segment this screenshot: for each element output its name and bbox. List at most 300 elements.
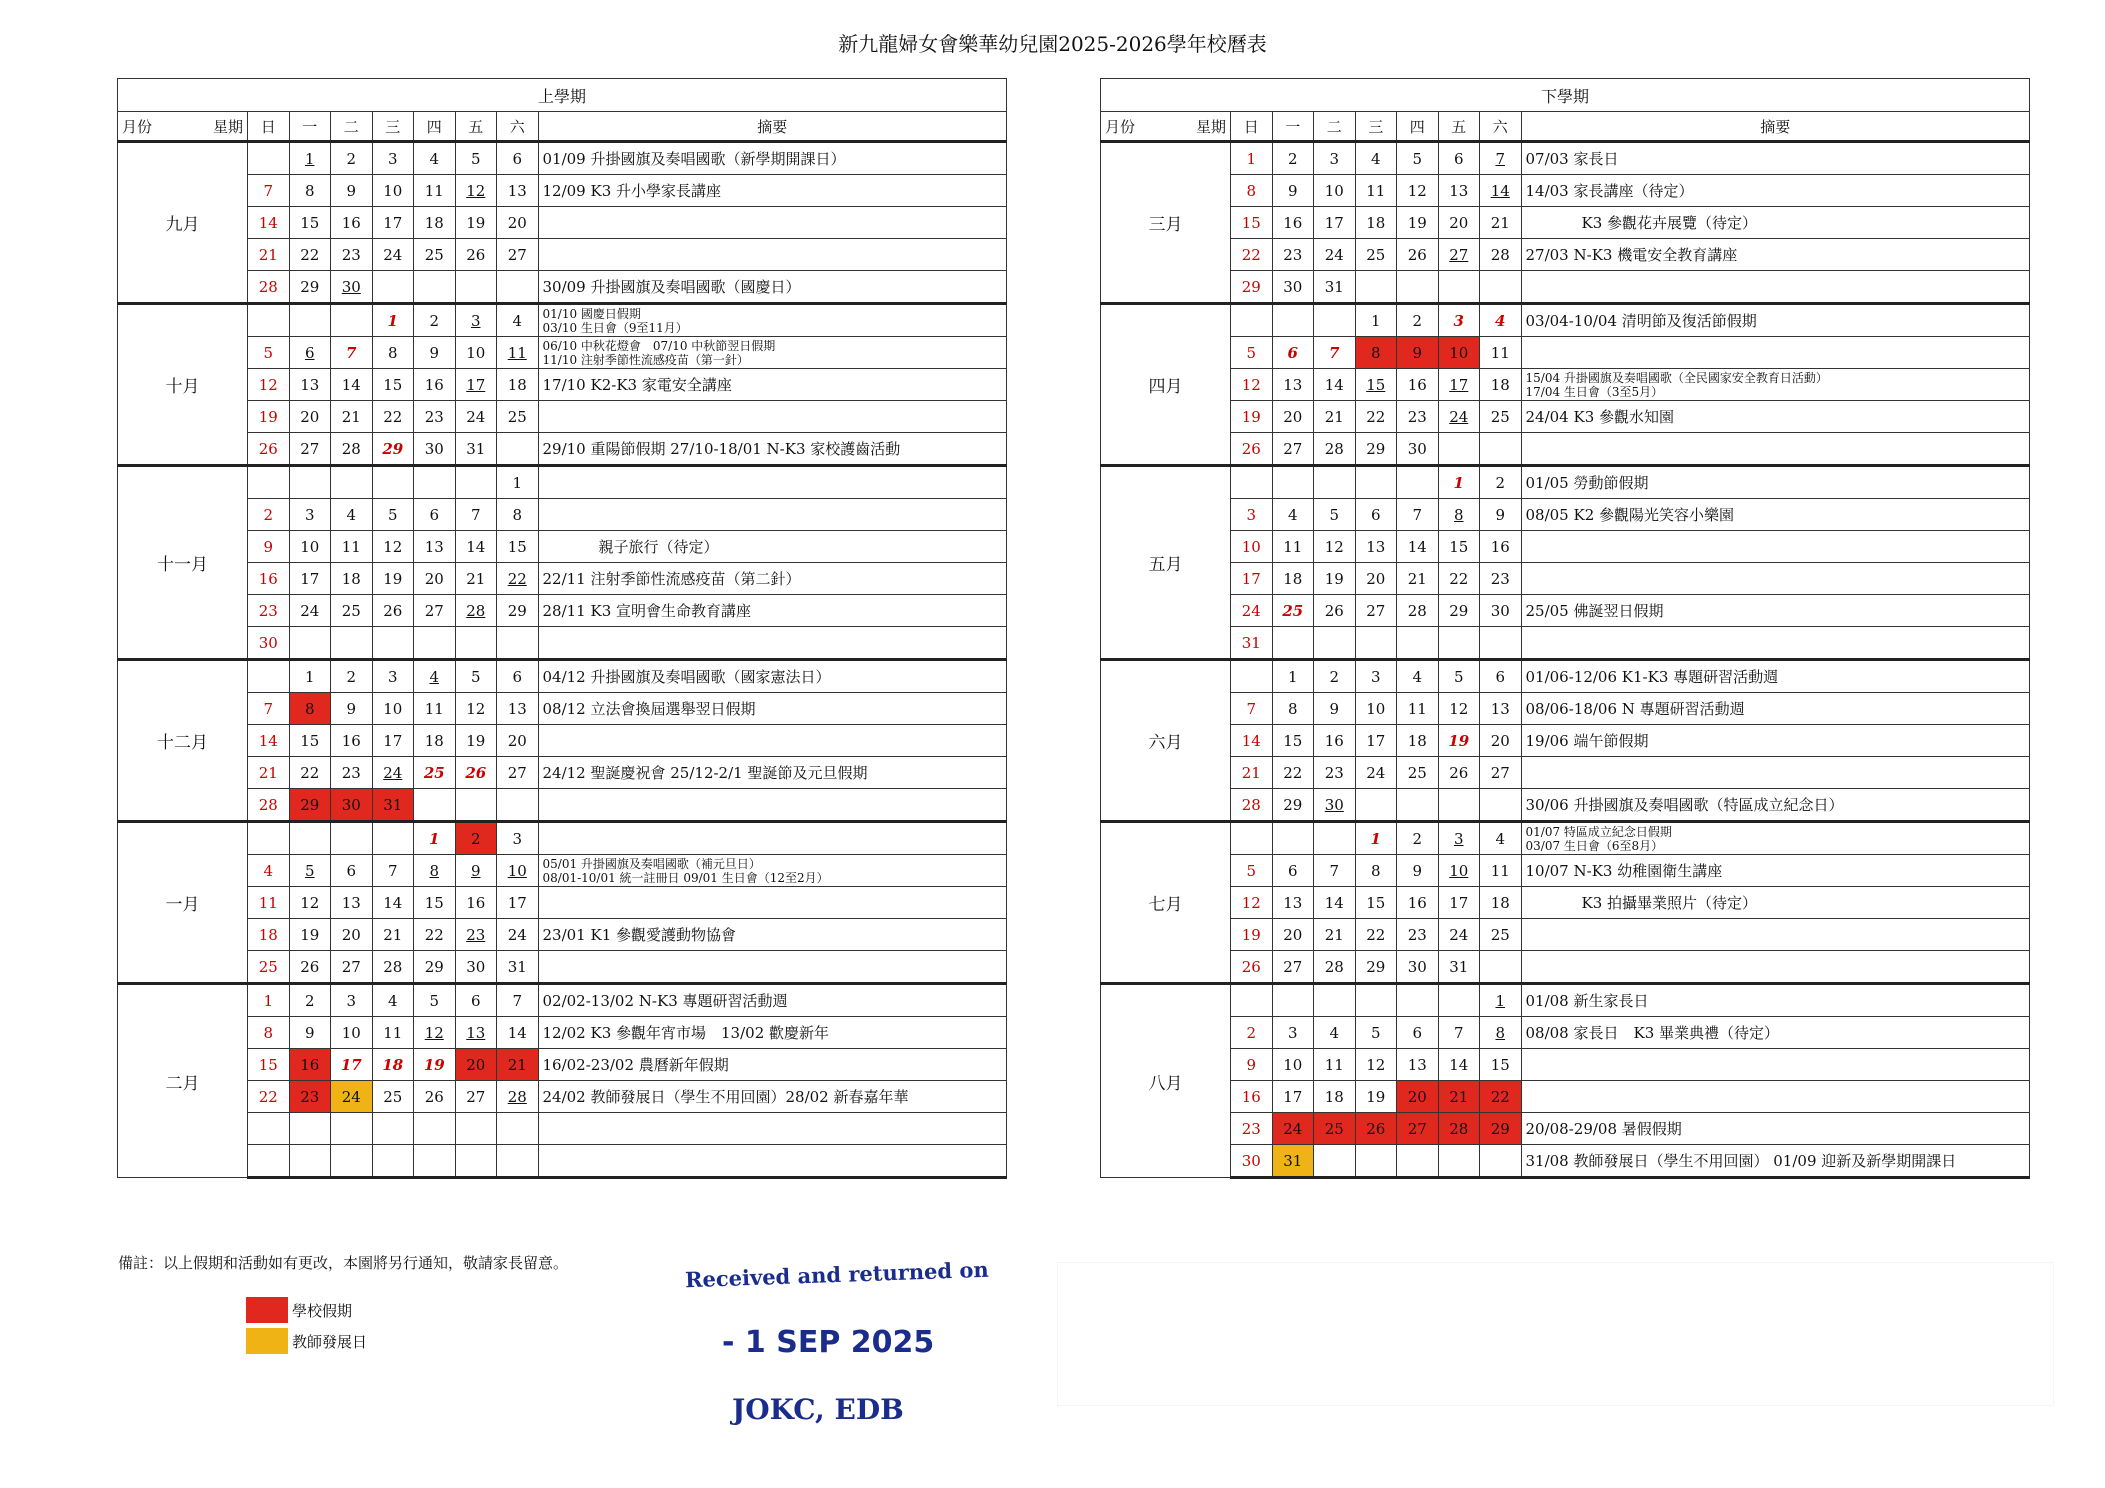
day-cell bbox=[1438, 433, 1480, 466]
day-cell: 21 bbox=[455, 563, 497, 595]
day-cell: 29 bbox=[289, 789, 331, 822]
day-number: 5 bbox=[304, 861, 315, 880]
summary-cell: 22/11 注射季節性流感疫苗（第二針） bbox=[538, 563, 1007, 595]
week-row bbox=[118, 531, 1007, 563]
day-cell: 26 bbox=[1397, 239, 1439, 271]
day-cell: 24 bbox=[331, 1081, 373, 1113]
day-cell: 20 bbox=[289, 401, 331, 433]
month-name: 九月 bbox=[118, 142, 248, 304]
day-cell: 14 bbox=[331, 369, 373, 401]
day-cell bbox=[455, 271, 497, 304]
day-cell: 17 bbox=[1314, 207, 1356, 239]
day-cell: 11 bbox=[1314, 1049, 1356, 1081]
week-row bbox=[1101, 369, 2030, 401]
day-cell: 19 bbox=[455, 725, 497, 757]
summary-cell bbox=[1521, 919, 2030, 951]
weekday-1: 一 bbox=[1272, 112, 1314, 142]
day-cell: 10 bbox=[1314, 175, 1356, 207]
day-cell bbox=[1355, 466, 1397, 499]
day-cell bbox=[1314, 466, 1356, 499]
day-cell bbox=[372, 271, 414, 304]
day-cell: 29 bbox=[414, 951, 456, 984]
week-row bbox=[118, 627, 1007, 660]
summary-cell bbox=[538, 789, 1007, 822]
summary-header: 摘要 bbox=[1521, 112, 2030, 142]
day-cell bbox=[1397, 789, 1439, 822]
weekday-5: 五 bbox=[455, 112, 497, 142]
day-cell: 3 bbox=[372, 660, 414, 693]
day-cell: 31 bbox=[455, 433, 497, 466]
day-cell: 7 bbox=[497, 984, 539, 1017]
summary-cell: 30/06 升掛國旗及奏唱國歌（特區成立紀念日） bbox=[1521, 789, 2030, 822]
day-cell: 21 bbox=[1438, 1081, 1480, 1113]
day-cell: 4 bbox=[414, 142, 456, 175]
day-cell: 23 bbox=[289, 1081, 331, 1113]
day-cell: 5 bbox=[1231, 337, 1273, 369]
day-cell: 17 bbox=[1231, 563, 1273, 595]
day-cell: 1 bbox=[1272, 660, 1314, 693]
day-cell: 7 bbox=[248, 693, 290, 725]
day-cell bbox=[289, 142, 331, 175]
day-cell: 7 bbox=[372, 855, 414, 887]
weekday-6: 六 bbox=[1480, 112, 1522, 142]
day-cell: 6 bbox=[1355, 499, 1397, 531]
summary-line: 17/04 生日會（3至5月） bbox=[1525, 384, 1664, 399]
week-row bbox=[118, 401, 1007, 433]
week-row bbox=[1101, 1017, 2030, 1049]
day-cell bbox=[1480, 1017, 1522, 1049]
day-number: 22 bbox=[507, 569, 527, 588]
week-row bbox=[1101, 175, 2030, 207]
day-number: 30 bbox=[1324, 795, 1344, 814]
day-cell: 16 bbox=[289, 1049, 331, 1081]
day-cell: 15 bbox=[497, 531, 539, 563]
semester-title: 上學期 bbox=[118, 79, 1007, 112]
day-cell: 8 bbox=[248, 1017, 290, 1049]
day-cell bbox=[455, 595, 497, 627]
day-cell: 3 bbox=[372, 142, 414, 175]
week-row bbox=[118, 563, 1007, 595]
summary-cell: 23/01 K1 參觀愛護動物協會 bbox=[538, 919, 1007, 951]
day-cell: 14 bbox=[1397, 531, 1439, 563]
day-cell bbox=[1438, 239, 1480, 271]
day-cell bbox=[372, 757, 414, 789]
day-cell: 25 bbox=[1397, 757, 1439, 789]
day-cell: 10 bbox=[289, 531, 331, 563]
day-cell: 19 bbox=[248, 401, 290, 433]
day-cell: 29 bbox=[1355, 951, 1397, 984]
day-cell: 11 bbox=[414, 175, 456, 207]
day-number: 27 bbox=[1449, 245, 1469, 264]
day-cell bbox=[1355, 271, 1397, 304]
day-cell: 19 bbox=[1397, 207, 1439, 239]
day-cell: 22 bbox=[248, 1081, 290, 1113]
day-cell: 20 bbox=[497, 725, 539, 757]
day-cell: 22 bbox=[1480, 1081, 1522, 1113]
day-cell: 14 bbox=[248, 725, 290, 757]
day-number: 4 bbox=[429, 667, 440, 686]
day-number: 9 bbox=[470, 861, 481, 880]
day-cell: 27 bbox=[1272, 951, 1314, 984]
day-cell: 31 bbox=[1438, 951, 1480, 984]
day-cell: 26 bbox=[455, 239, 497, 271]
summary-cell: K3 拍攝畢業照片（待定） bbox=[1521, 887, 2030, 919]
day-cell: 12 bbox=[372, 531, 414, 563]
day-number: 3 bbox=[1453, 829, 1464, 848]
day-cell: 26 bbox=[414, 1081, 456, 1113]
day-cell: 25 bbox=[248, 951, 290, 984]
day-cell: 7 bbox=[1397, 499, 1439, 531]
day-cell: 11 bbox=[248, 887, 290, 919]
summary-cell: 28/11 K3 宣明會生命教育講座 bbox=[538, 595, 1007, 627]
day-cell: 28 bbox=[1314, 951, 1356, 984]
day-cell: 26 bbox=[372, 595, 414, 627]
day-cell: 20 bbox=[331, 919, 373, 951]
legend-teacher-swatch bbox=[246, 1328, 288, 1354]
day-cell: 6 bbox=[331, 855, 373, 887]
day-cell: 21 bbox=[372, 919, 414, 951]
day-cell: 12 bbox=[289, 887, 331, 919]
day-cell bbox=[414, 660, 456, 693]
summary-cell bbox=[538, 304, 1007, 337]
day-cell: 7 bbox=[1314, 855, 1356, 887]
week-row bbox=[1101, 1113, 2030, 1145]
day-cell: 17 bbox=[289, 563, 331, 595]
day-cell bbox=[414, 627, 456, 660]
day-cell: 24 bbox=[1314, 239, 1356, 271]
day-cell: 10 bbox=[1355, 693, 1397, 725]
summary-cell: 30/09 升掛國旗及奏唱國歌（國慶日） bbox=[538, 271, 1007, 304]
day-cell: 12 bbox=[248, 369, 290, 401]
day-cell bbox=[1314, 304, 1356, 337]
day-cell: 15 bbox=[372, 369, 414, 401]
day-cell: 22 bbox=[372, 401, 414, 433]
day-cell: 23 bbox=[414, 401, 456, 433]
summary-cell: 19/06 端午節假期 bbox=[1521, 725, 2030, 757]
week-row bbox=[1101, 271, 2030, 304]
day-cell: 4 bbox=[497, 304, 539, 337]
header-corner bbox=[118, 112, 248, 142]
second-semester-table bbox=[1100, 78, 2030, 1179]
day-cell: 9 bbox=[1397, 337, 1439, 369]
summary-cell bbox=[538, 337, 1007, 369]
day-cell: 18 bbox=[372, 1049, 414, 1081]
day-cell bbox=[414, 466, 456, 499]
summary-cell: 20/08-29/08 暑假假期 bbox=[1521, 1113, 2030, 1145]
day-cell: 20 bbox=[1355, 563, 1397, 595]
day-cell: 21 bbox=[1397, 563, 1439, 595]
day-cell: 2 bbox=[455, 822, 497, 855]
day-cell: 16 bbox=[1314, 725, 1356, 757]
day-cell bbox=[414, 1017, 456, 1049]
day-cell: 3 bbox=[1438, 304, 1480, 337]
day-cell bbox=[372, 466, 414, 499]
summary-cell: 01/08 新生家長日 bbox=[1521, 984, 2030, 1017]
day-cell: 16 bbox=[1231, 1081, 1273, 1113]
day-cell: 2 bbox=[1397, 304, 1439, 337]
week-row bbox=[118, 1081, 1007, 1113]
week-row bbox=[1101, 660, 2030, 693]
day-cell bbox=[1355, 1145, 1397, 1178]
day-cell: 18 bbox=[414, 207, 456, 239]
day-cell: 2 bbox=[331, 660, 373, 693]
summary-cell bbox=[1521, 627, 2030, 660]
day-cell: 24 bbox=[1272, 1113, 1314, 1145]
day-cell: 6 bbox=[1397, 1017, 1439, 1049]
day-cell: 9 bbox=[1314, 693, 1356, 725]
week-row bbox=[118, 789, 1007, 822]
month-name: 一月 bbox=[118, 822, 248, 984]
day-cell: 21 bbox=[248, 757, 290, 789]
weekday-4: 四 bbox=[414, 112, 456, 142]
day-cell bbox=[1314, 984, 1356, 1017]
day-cell bbox=[455, 919, 497, 951]
day-number: 12 bbox=[424, 1023, 444, 1042]
day-number: 3 bbox=[470, 311, 481, 330]
day-cell bbox=[248, 1145, 290, 1178]
day-cell: 22 bbox=[289, 757, 331, 789]
day-cell: 21 bbox=[248, 239, 290, 271]
day-cell: 22 bbox=[1438, 563, 1480, 595]
day-cell: 5 bbox=[248, 337, 290, 369]
day-cell: 26 bbox=[1355, 1113, 1397, 1145]
day-cell: 27 bbox=[1480, 757, 1522, 789]
day-cell: 25 bbox=[497, 401, 539, 433]
day-cell: 29 bbox=[1272, 789, 1314, 822]
day-cell bbox=[1355, 984, 1397, 1017]
blank-area bbox=[1057, 1262, 2054, 1406]
day-number: 11 bbox=[507, 343, 527, 362]
weekday-6: 六 bbox=[497, 112, 539, 142]
day-number: 13 bbox=[466, 1023, 486, 1042]
day-cell: 24 bbox=[1231, 595, 1273, 627]
day-cell: 12 bbox=[1314, 531, 1356, 563]
week-row bbox=[118, 951, 1007, 984]
day-cell: 30 bbox=[1397, 951, 1439, 984]
day-cell bbox=[414, 1145, 456, 1178]
day-cell: 12 bbox=[455, 693, 497, 725]
day-cell: 22 bbox=[1231, 239, 1273, 271]
day-cell: 26 bbox=[1231, 951, 1273, 984]
day-cell: 30 bbox=[1272, 271, 1314, 304]
day-cell: 1 bbox=[372, 304, 414, 337]
summary-cell: 24/12 聖誕慶祝會 25/12-2/1 聖誕節及元旦假期 bbox=[538, 757, 1007, 789]
day-cell bbox=[331, 1145, 373, 1178]
day-cell: 11 bbox=[1355, 175, 1397, 207]
day-cell: 3 bbox=[1231, 499, 1273, 531]
day-cell: 23 bbox=[1272, 239, 1314, 271]
day-cell: 4 bbox=[248, 855, 290, 887]
day-cell bbox=[414, 789, 456, 822]
day-cell: 24 bbox=[372, 239, 414, 271]
day-cell: 4 bbox=[1272, 499, 1314, 531]
day-cell: 10 bbox=[372, 175, 414, 207]
stamp-received: Received and returned on bbox=[684, 1256, 990, 1293]
day-cell bbox=[331, 627, 373, 660]
summary-cell: 12/02 K3 參觀年宵市場 13/02 歡慶新年 bbox=[538, 1017, 1007, 1049]
day-cell: 3 bbox=[1272, 1017, 1314, 1049]
summary-cell: 17/10 K2-K3 家電安全講座 bbox=[538, 369, 1007, 401]
week-row bbox=[1101, 693, 2030, 725]
day-cell: 28 bbox=[248, 789, 290, 822]
header-row bbox=[1101, 112, 2030, 142]
day-cell bbox=[248, 660, 290, 693]
day-cell bbox=[455, 466, 497, 499]
week-row bbox=[118, 984, 1007, 1017]
summary-line: 03/07 生日會（6至8月） bbox=[1525, 838, 1664, 853]
day-cell: 2 bbox=[248, 499, 290, 531]
day-cell: 26 bbox=[1314, 595, 1356, 627]
day-cell: 21 bbox=[497, 1049, 539, 1081]
summary-cell: 08/12 立法會換屆選舉翌日假期 bbox=[538, 693, 1007, 725]
day-cell bbox=[1438, 1145, 1480, 1178]
day-cell: 17 bbox=[1272, 1081, 1314, 1113]
day-cell: 31 bbox=[1231, 627, 1273, 660]
summary-cell: 07/03 家長日 bbox=[1521, 142, 2030, 175]
month-name: 十一月 bbox=[118, 466, 248, 660]
day-cell bbox=[1355, 369, 1397, 401]
day-cell: 15 bbox=[289, 207, 331, 239]
day-cell bbox=[1272, 627, 1314, 660]
day-cell bbox=[497, 855, 539, 887]
summary-cell: 25/05 佛誕翌日假期 bbox=[1521, 595, 2030, 627]
summary-cell bbox=[1521, 433, 2030, 466]
day-cell bbox=[414, 271, 456, 304]
day-cell: 2 bbox=[1231, 1017, 1273, 1049]
day-cell: 17 bbox=[1438, 887, 1480, 919]
summary-cell: K3 參觀花卉展覽（待定） bbox=[1521, 207, 2030, 239]
day-cell: 5 bbox=[372, 499, 414, 531]
day-cell bbox=[331, 271, 373, 304]
day-cell: 6 bbox=[1272, 855, 1314, 887]
day-cell: 11 bbox=[331, 531, 373, 563]
day-cell: 19 bbox=[1355, 1081, 1397, 1113]
day-cell: 6 bbox=[1480, 660, 1522, 693]
day-number: 28 bbox=[507, 1087, 527, 1106]
day-cell bbox=[248, 304, 290, 337]
day-cell bbox=[1231, 660, 1273, 693]
summary-line: 06/10 中秋花燈會 07/10 中秋節翌日假期 bbox=[542, 338, 776, 353]
day-cell: 28 bbox=[331, 433, 373, 466]
day-cell: 20 bbox=[1480, 725, 1522, 757]
day-cell: 2 bbox=[289, 984, 331, 1017]
day-number: 8 bbox=[429, 861, 440, 880]
day-cell: 6 bbox=[414, 499, 456, 531]
day-cell bbox=[289, 822, 331, 855]
day-cell: 19 bbox=[414, 1049, 456, 1081]
day-cell: 18 bbox=[497, 369, 539, 401]
day-cell bbox=[497, 1113, 539, 1145]
day-cell: 13 bbox=[289, 369, 331, 401]
day-cell: 16 bbox=[331, 725, 373, 757]
day-cell bbox=[1231, 984, 1273, 1017]
day-cell: 15 bbox=[1480, 1049, 1522, 1081]
summary-cell bbox=[1521, 563, 2030, 595]
footnote: 備註：以上假期和活動如有更改，本園將另行通知，敬請家長留意。 bbox=[118, 1254, 569, 1272]
week-row bbox=[118, 1049, 1007, 1081]
summary-line: 05/01 升掛國旗及奏唱國歌（補元旦日） bbox=[542, 856, 761, 871]
day-cell: 25 bbox=[1480, 919, 1522, 951]
day-cell: 29 bbox=[1231, 271, 1273, 304]
day-cell: 5 bbox=[455, 660, 497, 693]
day-cell: 13 bbox=[497, 175, 539, 207]
day-cell: 7 bbox=[1438, 1017, 1480, 1049]
day-cell: 12 bbox=[1397, 175, 1439, 207]
day-cell bbox=[289, 1145, 331, 1178]
summary-cell: 01/05 勞動節假期 bbox=[1521, 466, 2030, 499]
summary-line: 03/10 生日會（9至11月） bbox=[542, 320, 688, 335]
day-number: 8 bbox=[1495, 1023, 1506, 1042]
day-cell: 17 bbox=[331, 1049, 373, 1081]
day-cell: 25 bbox=[414, 239, 456, 271]
day-cell: 24 bbox=[455, 401, 497, 433]
day-cell bbox=[1314, 1145, 1356, 1178]
day-cell: 22 bbox=[1272, 757, 1314, 789]
day-cell bbox=[1314, 789, 1356, 822]
day-cell: 15 bbox=[248, 1049, 290, 1081]
day-cell: 28 bbox=[1438, 1113, 1480, 1145]
day-cell: 29 bbox=[497, 595, 539, 627]
week-row bbox=[1101, 595, 2030, 627]
day-cell: 27 bbox=[331, 951, 373, 984]
day-cell: 26 bbox=[248, 433, 290, 466]
day-cell: 3 bbox=[289, 499, 331, 531]
day-cell: 22 bbox=[1355, 919, 1397, 951]
week-row bbox=[118, 919, 1007, 951]
summary-cell: 親子旅行（待定） bbox=[538, 531, 1007, 563]
week-row bbox=[118, 207, 1007, 239]
week-row bbox=[118, 369, 1007, 401]
day-cell bbox=[1438, 401, 1480, 433]
summary-cell bbox=[1521, 1081, 2030, 1113]
day-cell bbox=[1480, 984, 1522, 1017]
day-cell: 19 bbox=[1231, 919, 1273, 951]
day-number: 1 bbox=[304, 149, 315, 168]
day-cell: 16 bbox=[331, 207, 373, 239]
day-cell: 1 bbox=[289, 660, 331, 693]
legend-holiday-swatch bbox=[246, 1297, 288, 1323]
day-cell: 2 bbox=[1397, 822, 1439, 855]
day-cell: 8 bbox=[289, 175, 331, 207]
month-name: 七月 bbox=[1101, 822, 1231, 984]
day-cell: 1 bbox=[1355, 822, 1397, 855]
day-cell: 21 bbox=[1480, 207, 1522, 239]
day-cell: 5 bbox=[1231, 855, 1273, 887]
weekday-1: 一 bbox=[289, 112, 331, 142]
day-cell: 15 bbox=[1231, 207, 1273, 239]
summary-cell: 08/08 家長日 K3 畢業典禮（待定） bbox=[1521, 1017, 2030, 1049]
day-cell: 14 bbox=[1438, 1049, 1480, 1081]
day-cell: 31 bbox=[1272, 1145, 1314, 1178]
week-row bbox=[118, 822, 1007, 855]
day-cell: 10 bbox=[1438, 337, 1480, 369]
day-cell: 14 bbox=[372, 887, 414, 919]
summary-cell: 02/02-13/02 N-K3 專題研習活動週 bbox=[538, 984, 1007, 1017]
day-cell: 27 bbox=[497, 239, 539, 271]
day-cell: 13 bbox=[1272, 887, 1314, 919]
day-cell: 7 bbox=[1314, 337, 1356, 369]
day-cell: 10 bbox=[455, 337, 497, 369]
day-cell: 28 bbox=[1397, 595, 1439, 627]
summary-cell: 03/04-10/04 清明節及復活節假期 bbox=[1521, 304, 2030, 337]
day-cell: 4 bbox=[1314, 1017, 1356, 1049]
week-row bbox=[1101, 984, 2030, 1017]
summary-cell bbox=[538, 822, 1007, 855]
day-cell bbox=[414, 1113, 456, 1145]
day-cell: 18 bbox=[1480, 369, 1522, 401]
week-row bbox=[1101, 142, 2030, 175]
day-cell bbox=[1355, 789, 1397, 822]
